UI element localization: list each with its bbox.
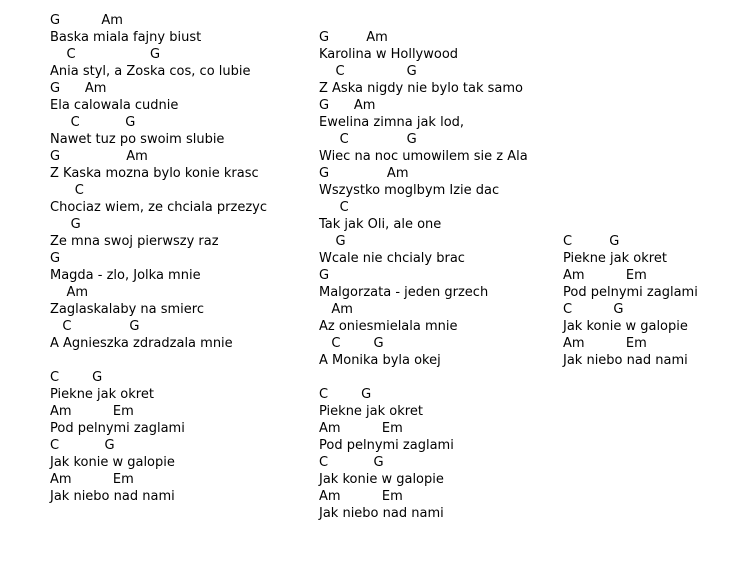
chord-line: C G [50,115,136,130]
chord-line: G Am [50,81,107,96]
chord-line: Am [50,285,89,300]
lyric-line: Ze mna swoj pierwszy raz [50,234,219,249]
chord-line: Am Em [50,472,134,487]
chord-line: G Am [50,149,148,164]
chord-line: G Am [319,98,376,113]
lyric-line: Malgorzata - jeden grzech [319,285,489,300]
chord-line: C G [319,455,384,470]
lyric-line: Chociaz wiem, ze chciala przezyc [50,200,267,215]
chord-line: G [50,251,61,266]
chord-line: C G [563,302,624,317]
lyric-line: Pod pelnymi zaglami [563,285,698,300]
chord-line: C [50,183,84,198]
lyric-line: Piekne jak okret [563,251,667,266]
chord-line: C G [319,132,417,147]
blank-line [50,352,267,369]
chord-line: C G [50,47,161,62]
chord-line: G [50,217,81,232]
lyric-line: Zaglaskalaby na smierc [50,302,204,317]
chord-line: G [319,234,346,249]
lyric-line: Wszystko moglbym Izie dac [319,183,500,198]
lyric-line: Pod pelnymi zaglami [50,421,185,436]
chord-line: Am Em [563,268,647,283]
chord-line: C G [50,438,115,453]
chord-line: G Am [319,166,409,181]
lyrics-column-3 [563,233,698,369]
chord-line: G [319,268,330,283]
lyric-line: Piekne jak okret [50,387,154,402]
chord-line: Am Em [319,489,403,504]
lyric-line: Jak niebo nad nami [50,489,175,504]
lyric-line: Baska miala fajny biust [50,30,202,45]
chord-line: C G [319,64,417,79]
chord-line: Am Em [319,421,403,436]
chord-line: Am [319,302,353,317]
lyric-line: Z Aska nigdy nie bylo tak samo [319,81,523,96]
chord-line: C [319,200,349,215]
lyric-line: Wiec na noc umowilem sie z Ala [319,149,528,164]
chord-line: C G [50,370,103,385]
blank-line [319,369,528,386]
lyrics-column-1 [50,12,267,505]
chord-line: C G [319,387,372,402]
chord-line: G Am [319,30,388,45]
chord-line: C G [563,234,620,249]
lyric-line: Az oniesmielala mnie [319,319,458,334]
lyrics-column-2 [319,29,528,522]
lyric-line: A Agnieszka zdradzala mnie [50,336,233,351]
lyric-line: Z Kaska mozna bylo konie krasc [50,166,259,181]
lyric-line: Magda - zlo, Jolka mnie [50,268,201,283]
lyric-line: Wcale nie chcialy brac [319,251,465,266]
lyric-line: Jak niebo nad nami [319,506,444,521]
chord-line: Am Em [50,404,134,419]
lyric-line: Piekne jak okret [319,404,423,419]
chord-line: G Am [50,13,123,28]
lyric-line: Jak konie w galopie [319,472,444,487]
lyric-line: Jak konie w galopie [563,319,688,334]
chord-line: Am Em [563,336,647,351]
lyric-line: Ela calowala cudnie [50,98,179,113]
lyric-line: Ewelina zimna jak lod, [319,115,465,130]
lyric-line: Jak niebo nad nami [563,353,688,368]
lyric-line: A Monika byla okej [319,353,441,368]
lyric-line: Nawet tuz po swoim slubie [50,132,225,147]
chord-line: C G [319,336,384,351]
lyric-line: Karolina w Hollywood [319,47,459,62]
lyric-line: Tak jak Oli, ale one [319,217,442,232]
lyric-line: Jak konie w galopie [50,455,175,470]
chord-line: C G [50,319,140,334]
lyric-line: Ania styl, a Zoska cos, co lubie [50,64,251,79]
lyric-line: Pod pelnymi zaglami [319,438,454,453]
